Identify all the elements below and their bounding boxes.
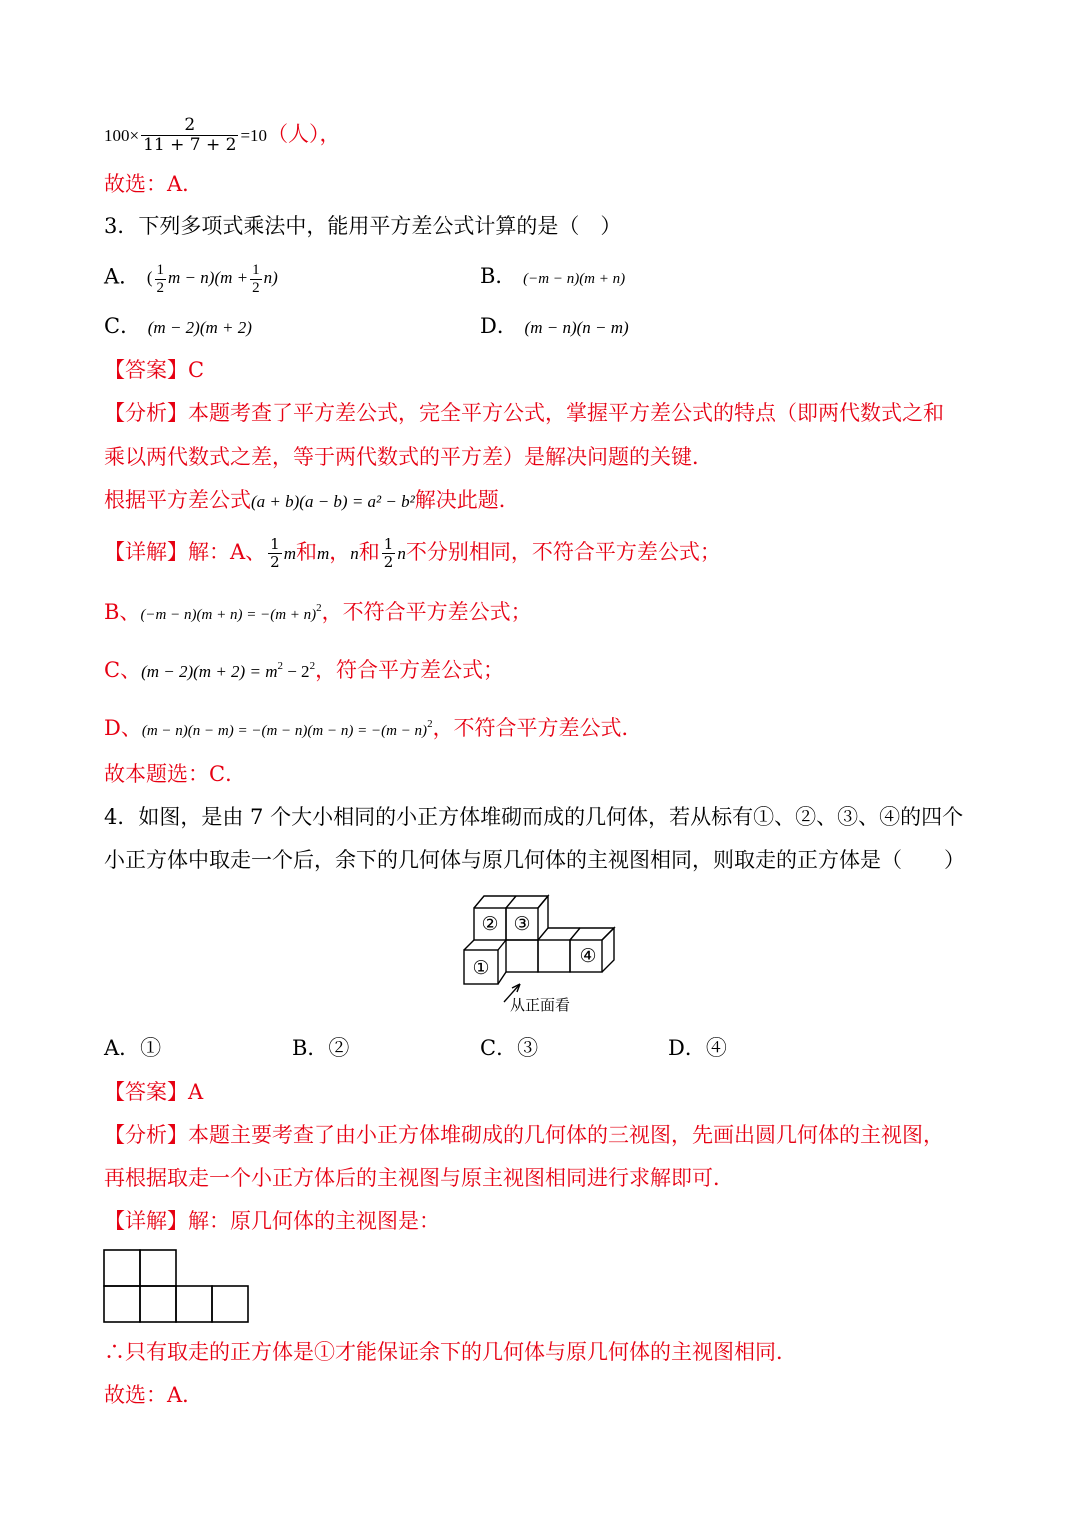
q3-final: 故本题选：C． [104,762,247,786]
q4-detail: 【详解】解：原几何体的主视图是： [104,1209,440,1233]
q3-option-d: D． (m − n)(n − m) [480,314,629,338]
q3-analysis-2: 乘以两代数式之差，等于两代数式的平方差）是解决问题的关键． [104,445,713,469]
q4-conclusion: ∴只有取走的正方体是①才能保证余下的几何体与原几何体的主视图相同． [104,1340,797,1364]
q2-final-answer: 故选：A． [104,172,204,196]
q4-stem-1: 4．如图，是由 7 个大小相同的小正方体堆砌而成的几何体，若从标有①、②、③、④的四个 [104,805,964,829]
cube-label-3: ③ [513,913,531,935]
q3-detail-a: 【详解】解：A、 $\frac{1}{2}$ m和m，n和 $\frac{1}{2}$ n不分别相同，不符合平方差公式； [104,535,721,571]
top-calculation [104,116,341,155]
q3-option-c: C． (m − 2)(m + 2) [104,314,252,338]
figure-caption: 从正面看 [509,996,571,1014]
cube-label-1: ① [472,957,490,979]
cube-label-4: ④ [579,945,597,967]
q4-option-a: A．① [104,1036,162,1060]
q3-analysis-3: 根据平方差公式(a + b)(a − b) = a² − b²解决此题． [104,488,520,512]
q4-stem-2: 小正方体中取走一个后，余下的几何体与原几何体的主视图相同，则取走的正方体是（ ） [104,848,965,872]
q3-detail-d: D、$(m - n)(n - m) = -(m - n)(m - n) = -(m - n)^2$，不符合平方差公式． [104,716,643,740]
q4-analysis-1: 【分析】本题主要考查了由小正方体堆砌成的几何体的三视图，先画出圆几何体的主视图， [104,1123,944,1147]
q4-option-d: D．④ [668,1036,727,1060]
calc-left: 100× [104,126,140,145]
q4-analysis-2: 再根据取走一个小正方体后的主视图与原主视图相同进行求解即可． [104,1166,734,1190]
q3-option-a: A． ( $\frac{1}{2}$ m − n)(m + $\frac{1}{2}$ n) [104,262,278,296]
calc-fraction: $\frac{2}{11 + 7 + 2}$ [143,115,237,155]
q3-analysis-1: 【分析】本题考查了平方差公式，完全平方公式，掌握平方差公式的特点（即两代数式之和 [104,401,944,425]
q3-detail-b: B、$(-m - n)(m + n) = -(m + n)^2$，不符合平方差公式； [104,600,532,624]
calc-result: =10 [240,126,268,145]
q4-front-view-figure [102,1248,252,1324]
q4-cube-figure [460,890,660,1020]
q3-stem: 3．下列多项式乘法中，能用平方差公式计算的是（ ） [104,214,622,238]
q4-option-c: C．③ [480,1036,539,1060]
q3-detail-c: C、$(m - 2)(m + 2) = m^2 - 2^2$，符合平方差公式； [104,658,505,682]
q3-answer: 【答案】C [104,358,205,382]
calc-unit: （人）， [267,122,341,146]
cube-label-2: ② [481,913,499,935]
q4-final: 故选：A． [104,1383,204,1407]
q4-option-b: B．② [292,1036,350,1060]
q4-answer: 【答案】A [104,1080,204,1104]
q3-option-b: B． (−m − n)(m + n) [480,264,626,288]
